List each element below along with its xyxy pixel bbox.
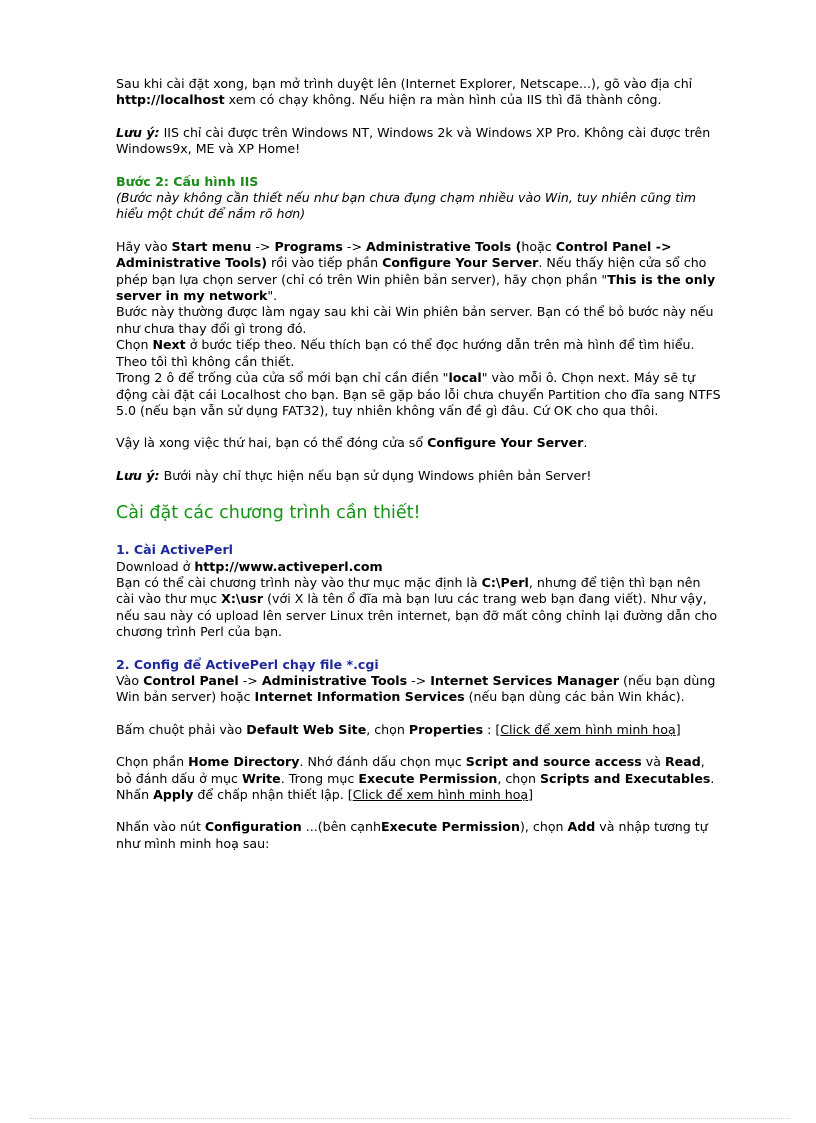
text: . (583, 435, 588, 451)
bold-text: Default Web Site (246, 721, 367, 737)
text: ở bước tiếp theo. Nếu thích bạn có thể đọc hướng dẫn trên mà hình để tìm hiểu. Theo tôi thì không cần thiết. (116, 337, 695, 369)
text: . Nếu thấy hiện cửa sổ cho phép bạn lựa chọn server (chỉ có trên Win phiên bản server), hãy chọn phần " (116, 255, 707, 287)
text: ...(bên cạnh (301, 819, 381, 835)
step-2-title: Bước 2: Cấu hình IIS (116, 173, 259, 189)
note-label: Lưu ý: (116, 124, 160, 140)
text: . Nhấn (116, 770, 715, 802)
bold-text: Configure Your Server (427, 435, 584, 451)
text: để chấp nhận thiết lập. [ (193, 787, 353, 802)
text: Trong 2 ô để trống của cửa sổ mới bạn chỉ cần điền " (116, 370, 449, 386)
document-page (116, 76, 722, 852)
bold-text: Next (152, 337, 186, 353)
bold-text: Internet Services Manager (430, 672, 620, 688)
paragraph-start-menu (116, 239, 722, 305)
bold-text: Scripts and Executables (539, 770, 711, 786)
intro-paragraph (116, 76, 722, 109)
download-line (116, 559, 722, 575)
step-2-subtitle: (Bước này không cần thiết nếu như bạn chưa đụng chạm nhiều vào Win, tuy nhiên cũng tìm hiểu một chút để nắm rõ hơn) (116, 190, 697, 222)
text: Bạn có thể cài chương trình này vào thư mục mặc định là (116, 574, 482, 590)
text: ] (675, 721, 681, 737)
note-1 (116, 125, 722, 158)
text: Download ở (116, 558, 195, 574)
paragraph-perl-install (116, 575, 722, 641)
bold-text: X:\usr (221, 591, 264, 607)
bold-text: Read (664, 754, 701, 770)
bold-text: Configuration (204, 819, 302, 835)
intro-text: Sau khi cài đặt xong, bạn mở trình duyệt lên (Internet Explorer, Netscape...), gõ vào địa chỉ (116, 76, 693, 91)
bold-text: Control Panel (143, 672, 239, 688)
bold-text: C:\Perl (481, 574, 529, 590)
note-text: IIS chỉ cài được trên Windows NT, Windows 2k và Windows XP Pro. Không cài được trên Windows9x, ME và XP Home! (116, 124, 711, 157)
text: Bấm chuột phải vào (116, 721, 247, 737)
paragraph-default-web-site (116, 722, 722, 738)
paragraph-local (116, 370, 722, 419)
text: (với X là tên ổ đĩa mà bạn lưu các trang web bạn đang viết). Như vậy, nếu sau này có upload lên server Linux trên internet, bạn đỡ mất công chỉnh lại đường dẫn cho chương trình Perl của bạn. (116, 591, 718, 640)
text: (nếu bạn dùng Win bản server) hoặc (116, 672, 716, 705)
note-text: Bưới này chỉ thực hiện nếu bạn sử dụng Windows phiên bản Server! (159, 467, 592, 483)
view-illustration-link-1[interactable]: Click để xem hình minh hoạ (500, 721, 676, 737)
text: -> (251, 238, 275, 254)
text: , bỏ đánh dấu ở mục (116, 754, 705, 786)
text: (nếu bạn dùng các bản Win khác). (464, 689, 685, 705)
text: -> (407, 672, 431, 688)
paragraph-home-directory (116, 754, 722, 803)
text: và nhập tương tự như mình minh hoạ sau: (116, 819, 708, 851)
paragraph-configuration (116, 819, 722, 852)
bold-text: Execute Permission (381, 819, 520, 835)
bold-text: Administrative Tools (261, 672, 408, 688)
bold-text: Control Panel -> Administrative Tools) (116, 238, 672, 271)
text: Nhấn vào nút (116, 819, 205, 835)
bold-text: Write (241, 770, 281, 786)
note-2 (116, 468, 722, 484)
note-label: Lưu ý: (116, 467, 160, 483)
section-1-title: 1. Cài ActivePerl (116, 542, 233, 558)
text: -> (342, 238, 366, 254)
bold-text: Start menu (171, 238, 252, 254)
bold-text: This is the only server in my network (116, 271, 716, 304)
bold-text: Add (567, 819, 596, 835)
intro-text-2: xem có chạy không. Nếu hiện ra màn hình của IIS thì đã thành công. (224, 92, 662, 108)
text: . Trong mục (280, 770, 359, 786)
bold-text: Properties (408, 721, 484, 737)
text: , chọn (366, 721, 409, 737)
localhost-url: http://localhost (116, 92, 225, 108)
text: và (641, 754, 665, 770)
bold-text: Administrative Tools ( (366, 238, 522, 254)
text: " vào mỗi ô. Chọn next. Máy sẽ tự động cài đặt cái Localhost cho bạn. Bạn sẽ gặp báo lỗi chưa chuyển Partition cho đĩa sang NTFS 5.0 (nếu bạn vẫn sử dụng FAT32), tuy nhiên không vấn đề gì đâu. Cứ OK cho qua thôi. (116, 370, 721, 418)
paragraph-control-panel (116, 673, 722, 706)
page-footer-divider (30, 1118, 790, 1119)
bold-text: Apply (153, 787, 194, 802)
bold-text: Programs (274, 238, 343, 254)
text: hoặc (521, 238, 556, 254)
bold-text: Execute Permission (358, 770, 498, 786)
view-illustration-link-2[interactable]: Click để xem hình minh hoạ (352, 787, 529, 802)
text: , nhưng để tiện thì bạn nên cài vào thư mục (116, 574, 701, 607)
text: Vậy là xong việc thứ hai, bạn có thể đóng cửa sổ (116, 435, 428, 451)
text: ] (528, 787, 534, 802)
section-2-title: 2. Config để ActivePerl chạy file *.cgi (116, 656, 379, 672)
paragraph-server: Bước này thường được làm ngay sau khi cài Win phiên bản server. Bạn có thể bỏ bước này nếu như chưa thay đổi gì trong đó. (116, 304, 714, 336)
text: : [ (483, 721, 501, 737)
bold-text: Internet Information Services (254, 689, 465, 705)
bold-text: Configure Your Server (382, 255, 539, 271)
text: rồi vào tiếp phần (266, 255, 383, 271)
text: ". (267, 288, 278, 304)
text: , chọn (497, 770, 540, 786)
text: . Nhớ đánh dấu chọn mục (299, 754, 466, 770)
section-title: Cài đặt các chương trình cần thiết! (116, 503, 421, 524)
text: Chọn phần (116, 754, 189, 770)
bold-text: Home Directory (188, 754, 300, 770)
text: ), chọn (520, 819, 568, 835)
text: Chọn (116, 337, 153, 353)
paragraph-next (116, 337, 722, 370)
text: Hãy vào (116, 238, 172, 254)
bold-text: Script and source access (465, 754, 642, 770)
bold-text: local (448, 370, 482, 386)
activeperl-url: http://www.activeperl.com (194, 558, 383, 574)
paragraph-done (116, 435, 722, 451)
text: -> (238, 672, 262, 688)
text: Vào (116, 672, 144, 688)
